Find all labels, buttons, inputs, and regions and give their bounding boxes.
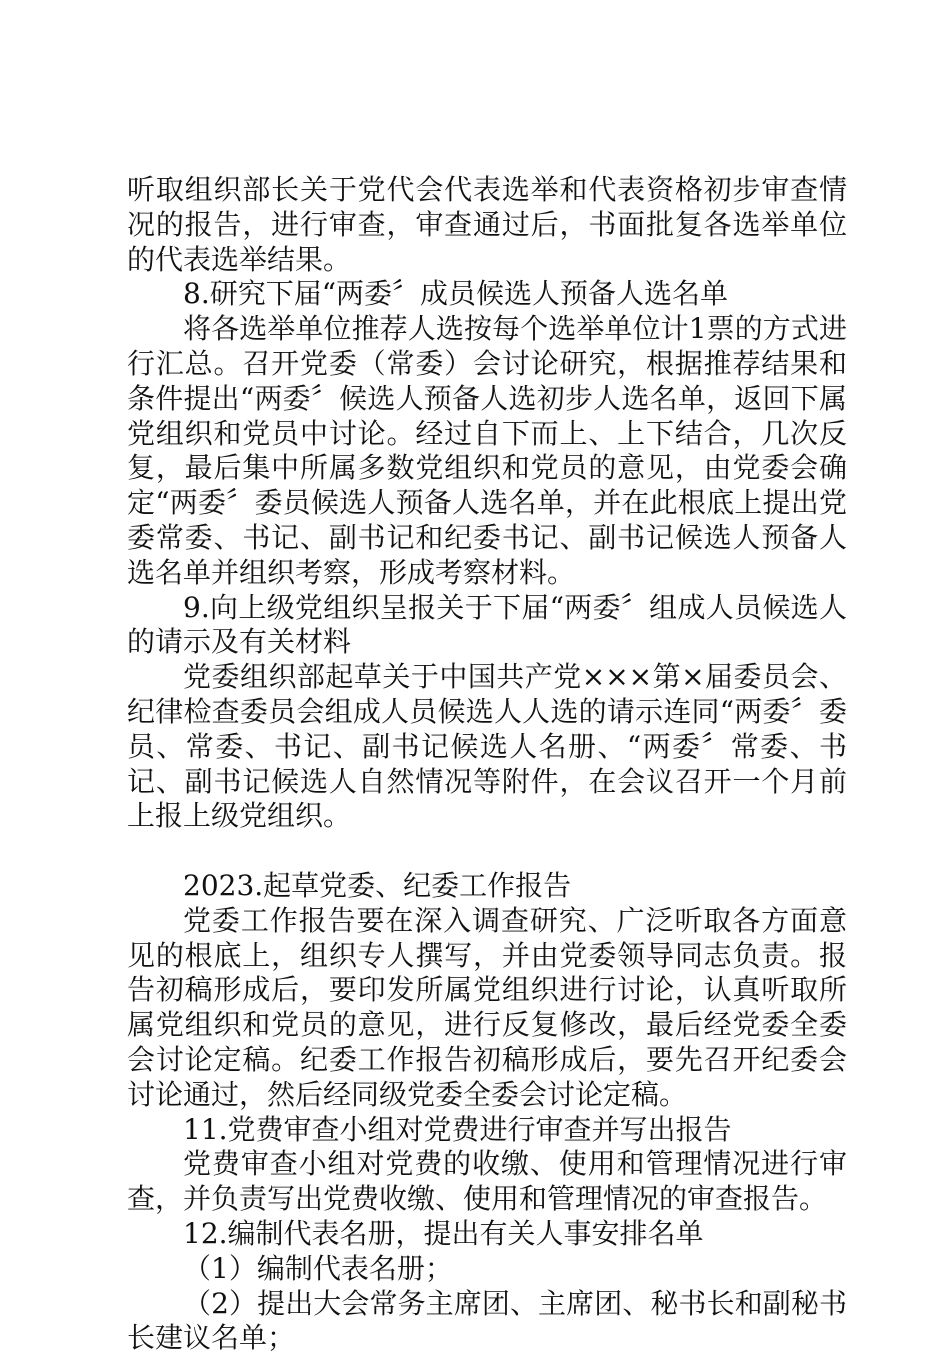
section-heading-11: 11.党费审查小组对党费进行审查并写出报告 (127, 1113, 847, 1148)
paragraph-report-review-continued: 听取组织部长关于党代会代表选举和代表资格初步审查情况的报告，进行审查，审查通过后，书面批复各选举单位的代表选举结果。 (127, 173, 847, 277)
section-heading-9: 9.向上级党组织呈报关于下届“两委〞组成人员候选人的请示及有关材料 (127, 591, 847, 661)
paragraph-section-11-body: 党费审查小组对党费的收缴、使用和管理情况进行审查，并负责写出党费收缴、使用和管理情况的审查报告。 (127, 1147, 847, 1217)
paragraph-section-9-body: 党委组织部起草关于中国共产党×××第×届委员会、纪律检查委员会组成人员候选人人选的请示连同“两委〞委员、常委、书记、副书记候选人名册、“两委〞常委、书记、副书记候选人自然情况等附件，在会议召开一个月前上报上级党组织。 (127, 660, 847, 834)
section-heading-8: 8.研究下届“两委〞成员候选人预备人选名单 (127, 277, 847, 312)
list-item-2: （2）提出大会常务主席团、主席团、秘书长和副秘书长建议名单； (127, 1287, 847, 1356)
section-heading-10: 2023.起草党委、纪委工作报告 (127, 869, 847, 904)
paragraph-section-10-body: 党委工作报告要在深入调查研究、广泛听取各方面意见的根底上，组织专人撰写，并由党委领导同志负责。报告初稿形成后，要印发所属党组织进行讨论，认真听取所属党组织和党员的意见，进行反复修改，最后经党委全委会讨论定稿。纪委工作报告初稿形成后，要先召开纪委会讨论通过，然后经同级党委全委会讨论定稿。 (127, 904, 847, 1113)
paragraph-section-8-body: 将各选举单位推荐人选按每个选举单位计1票的方式进行汇总。召开党委（常委）会讨论研究，根据推荐结果和条件提出“两委〞候选人预备人选初步人选名单，返回下属党组织和党员中讨论。经过自下而上、上下结合，几次反复，最后集中所属多数党组织和党员的意见，由党委会确定“两委〞委员候选人预备人选名单，并在此根底上提出党委常委、书记、副书记和纪委书记、副书记候选人预备人选名单并组织考察，形成考察材料。 (127, 312, 847, 590)
section-heading-12: 12.编制代表名册，提出有关人事安排名单 (127, 1217, 847, 1252)
document-page (127, 173, 847, 1356)
list-item-1: （1）编制代表名册； (127, 1252, 847, 1287)
